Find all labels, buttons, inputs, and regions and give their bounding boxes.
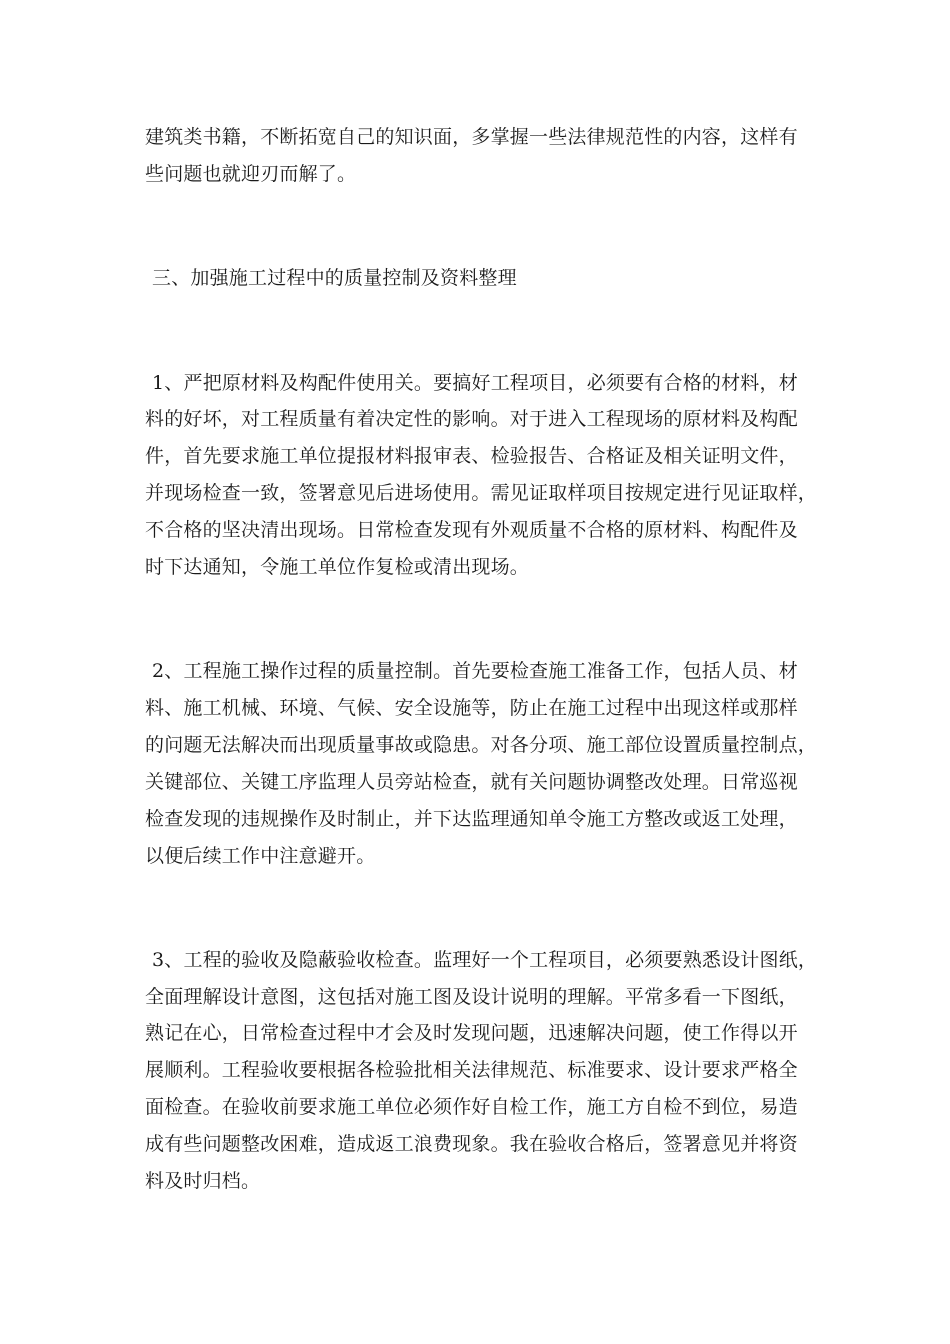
para2-line-2: 料、施工机械、环境、气候、安全设施等，防止在施工过程中出现这样或那样 — [145, 697, 798, 719]
para2-line-1: 2、工程施工操作过程的质量控制。首先要检查施工准备工作，包括人员、材 — [152, 660, 798, 682]
para3-line-2: 全面理解设计意图，这包括对施工图及设计说明的理解。平常多看一下图纸， — [145, 986, 798, 1008]
para1-line-3: 件，首先要求施工单位提报材料报审表、检验报告、合格证及相关证明文件， — [145, 445, 798, 467]
intro-line-1: 建筑类书籍，不断拓宽自己的知识面，多掌握一些法律规范性的内容，这样有 — [145, 126, 798, 148]
para3-line-6: 成有些问题整改困难，造成返工浪费现象。我在验收合格后，签署意见并将资 — [145, 1133, 798, 1155]
para3-line-5: 面检查。在验收前要求施工单位必须作好自检工作，施工方自检不到位，易造 — [145, 1096, 798, 1118]
para1-line-2: 料的好坏，对工程质量有着决定性的影响。对于进入工程现场的原材料及构配 — [145, 408, 798, 430]
para3-line-7: 料及时归档。 — [145, 1170, 261, 1192]
para3-line-1: 3、工程的验收及隐蔽验收检查。监理好一个工程项目，必须要熟悉设计图纸， — [152, 949, 818, 971]
para2-line-5: 检查发现的违规操作及时制止，并下达监理通知单令施工方整改或返工处理， — [145, 808, 798, 830]
para1-line-6: 时下达通知，令施工单位作复检或清出现场。 — [145, 556, 530, 578]
para1-line-4: 并现场检查一致，签署意见后进场使用。需见证取样项目按规定进行见证取样， — [145, 482, 818, 504]
para3-line-3: 熟记在心，日常检查过程中才会及时发现问题，迅速解决问题，使工作得以开 — [145, 1022, 798, 1044]
para2-line-4: 关键部位、关键工序监理人员旁站检查，就有关问题协调整改处理。日常巡视 — [145, 771, 798, 793]
para1-line-5: 不合格的坚决清出现场。日常检查发现有外观质量不合格的原材料、构配件及 — [145, 519, 798, 541]
section-heading: 三、加强施工过程中的质量控制及资料整理 — [152, 267, 517, 289]
para2-line-6: 以便后续工作中注意避开。 — [145, 845, 376, 867]
para1-line-1: 1、严把原材料及构配件使用关。要搞好工程项目，必须要有合格的材料，材 — [152, 372, 798, 394]
intro-line-2: 些问题也就迎刃而解了。 — [145, 163, 357, 185]
para3-line-4: 展顺利。工程验收要根据各检验批相关法律规范、标准要求、设计要求严格全 — [145, 1059, 798, 1081]
para2-line-3: 的问题无法解决而出现质量事故或隐患。对各分项、施工部位设置质量控制点， — [145, 734, 818, 756]
